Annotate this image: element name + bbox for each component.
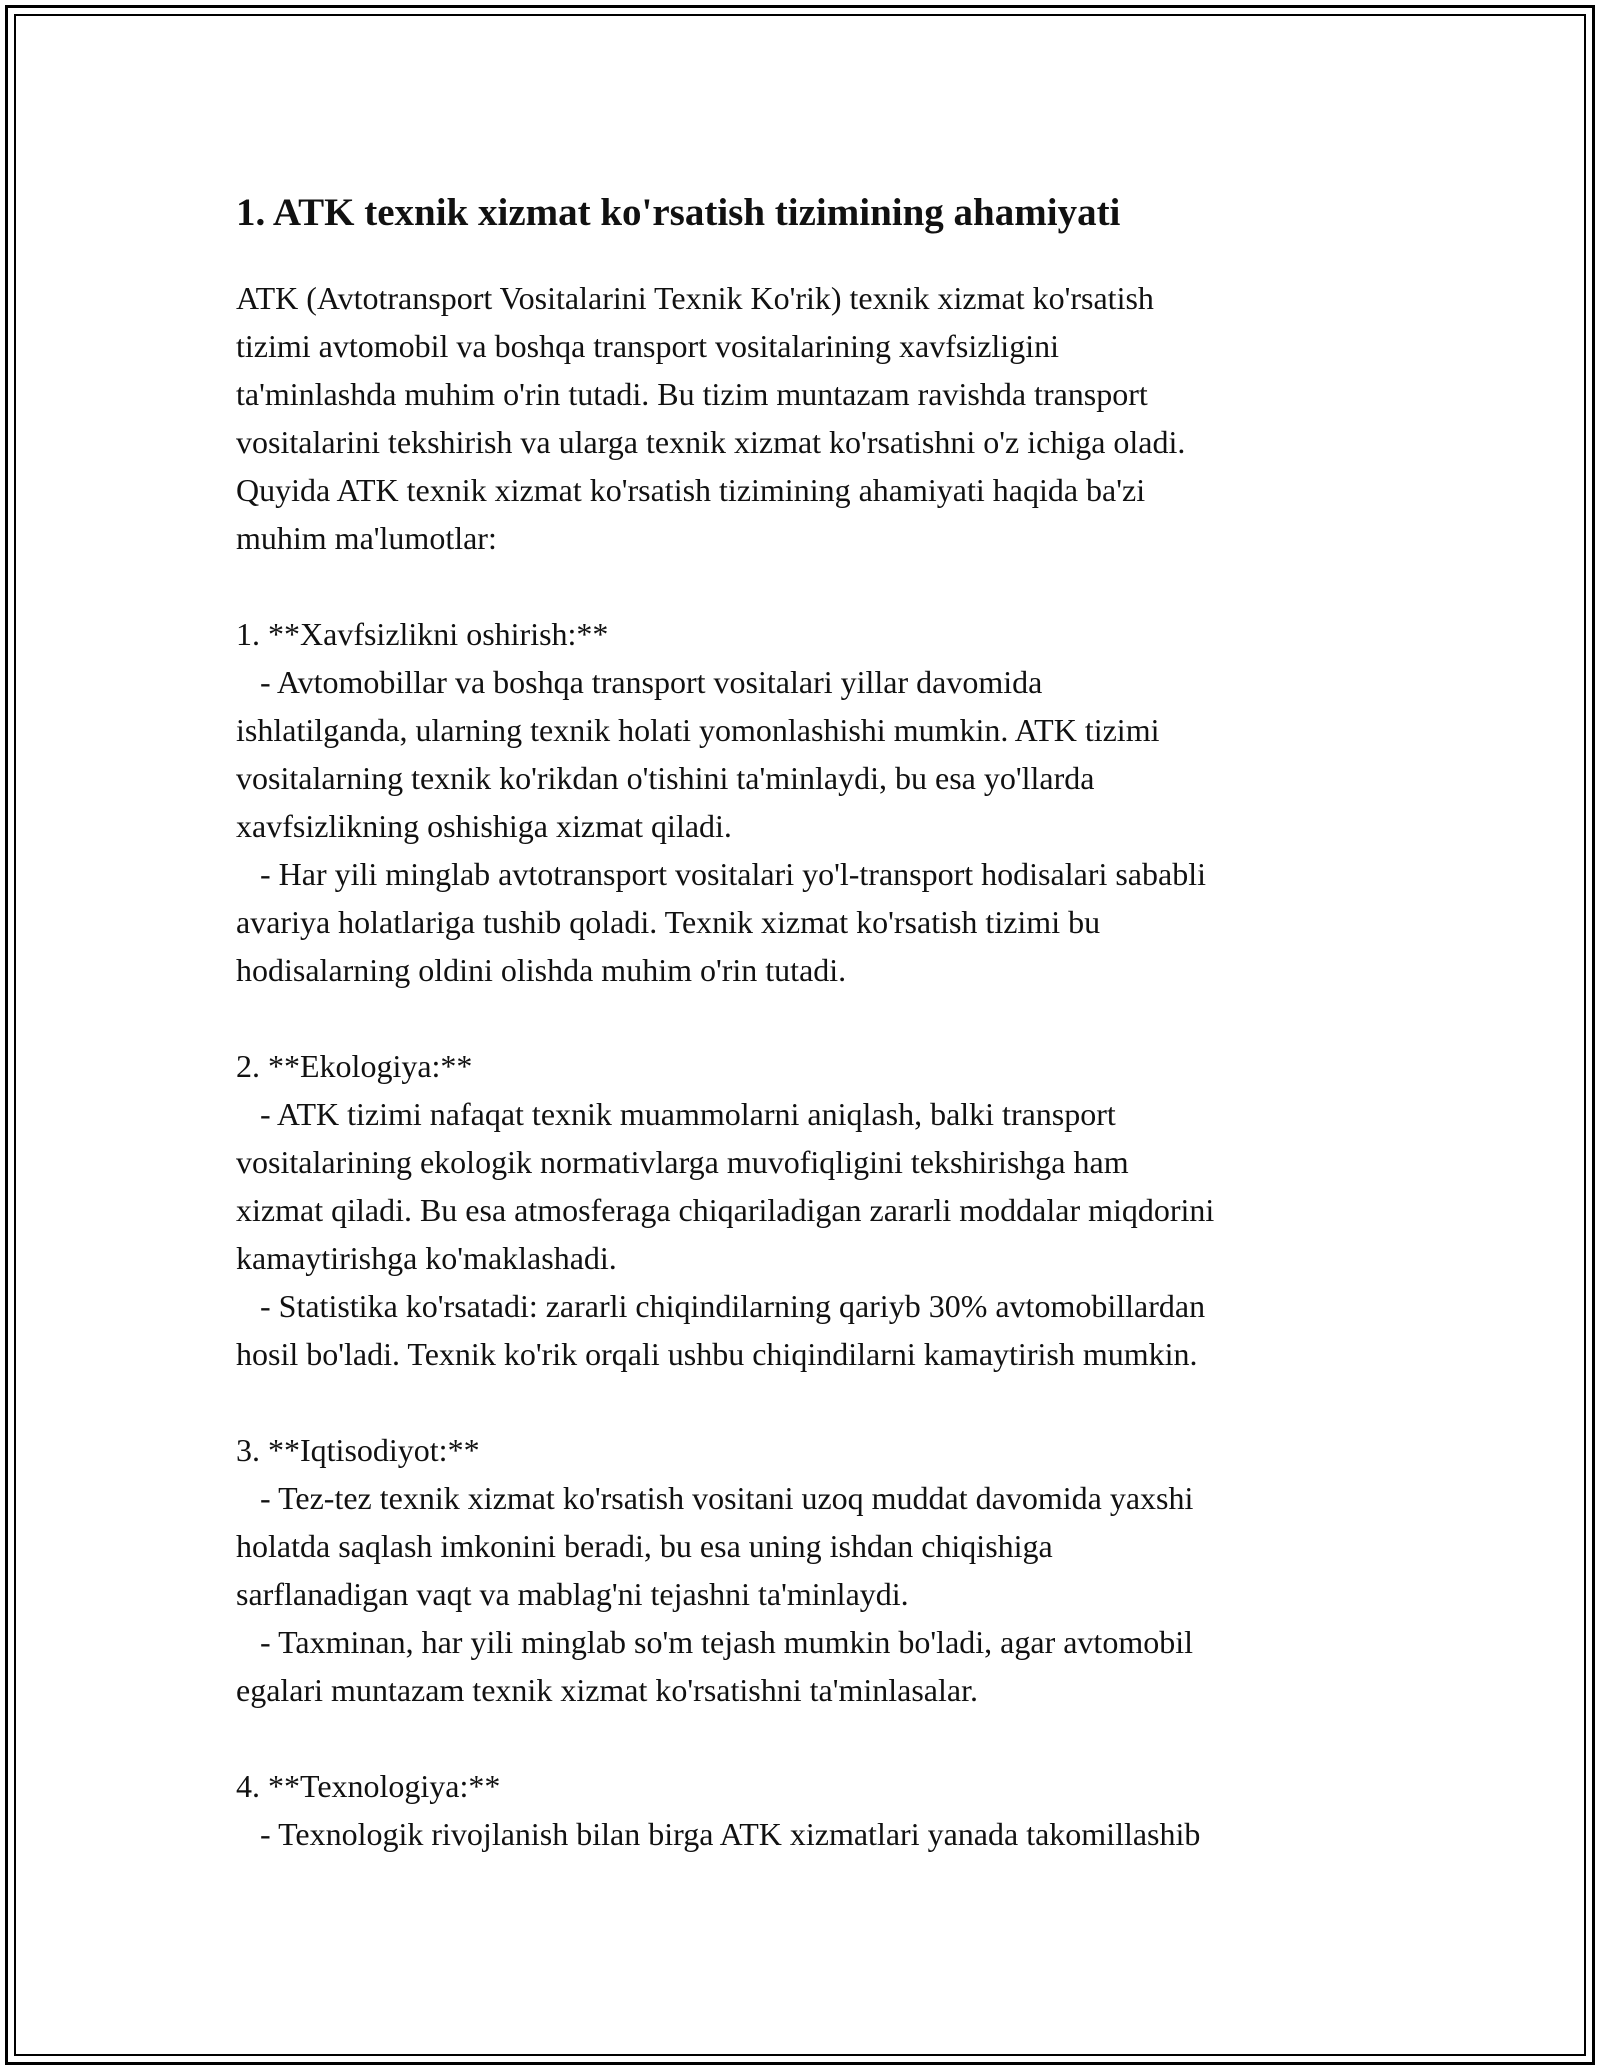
- document-content: [236, 188, 1376, 1858]
- document-body: ATK (Avtotransport Vositalarini Texnik Ko'rik) texnik xizmat ko'rsatish tizimi avtomobil va boshqa transport vositalarining xavfsizligini ta'minlashda muhim o'rin tutadi. Bu tizim muntazam ravishda transport vositalarini tekshirish va ularga texnik xizmat ko'rsatishni o'z ichiga oladi. Quyida ATK texnik xizmat ko'rsatish tizimining ahamiyati haqida ba'zi muhim ma'lumotlar: 1. **Xavfsizlikni oshirish:** - Avtomobillar va boshqa transport vositalari yillar davomida ishlatilganda, ularning texnik holati yomonlashishi mumkin. ATK tizimi vositalarning texnik ko'rikdan o'tishini ta'minlaydi, bu esa yo'llarda xavfsizlikning oshishiga xizmat qiladi. - Har yili minglab avtotransport vositalari yo'l-transport hodisalari sababli avariya holatlariga tushib qoladi. Texnik xizmat ko'rsatish tizimi bu hodisalarning oldini olishda muhim o'rin tutadi. 2. **Ekologiya:** - ATK tizimi nafaqat texnik muammolarni aniqlash, balki transport vositalarining ekologik normativlarga muvofiqligini tekshirishga ham xizmat qiladi. Bu esa atmosferaga chiqariladigan zararli moddalar miqdorini kamaytirishga ko'maklashadi. - Statistika ko'rsatadi: zararli chiqindilarning qariyb 30% avtomobillardan hosil bo'ladi. Texnik ko'rik orqali ushbu chiqindilarni kamaytirish mumkin. 3. **Iqtisodiyot:** - Tez-tez texnik xizmat ko'rsatish vositani uzoq muddat davomida yaxshi holatda saqlash imkonini beradi, bu esa uning ishdan chiqishiga sarflanadigan vaqt va mablag'ni tejashni ta'minlaydi. - Taxminan, har yili minglab so'm tejash mumkin bo'ladi, agar avtomobil egalari muntazam texnik xizmat ko'rsatishni ta'minlasalar. 4. **Texnologiya:** - Texnologik rivojlanish bilan birga ATK xizmatlari yanada takomillashib: [236, 280, 1215, 1852]
- document-heading: 1. ATK texnik xizmat ko'rsatish tizimining ahamiyati: [236, 191, 1121, 234]
